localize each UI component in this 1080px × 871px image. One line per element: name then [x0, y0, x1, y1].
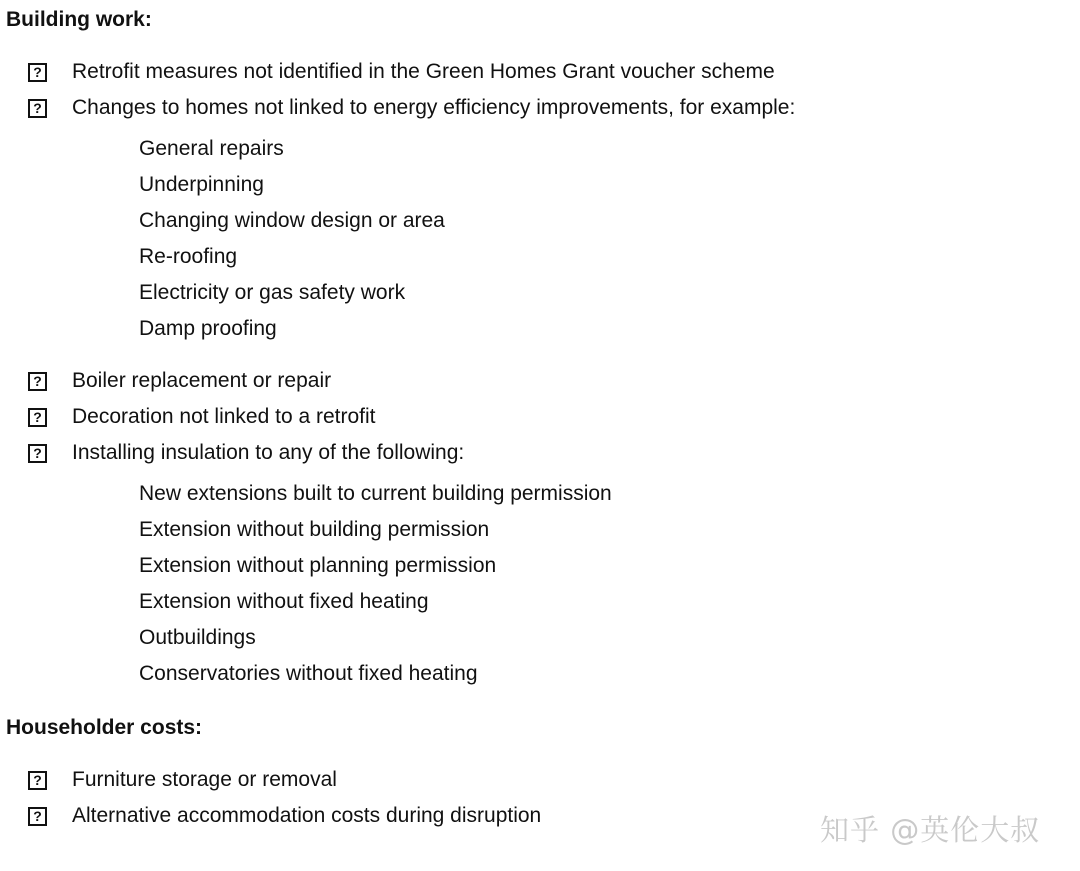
list-item-text: Installing insulation to any of the following:	[72, 441, 465, 464]
list-item	[28, 803, 541, 829]
sub-list-item: Conservatories without fixed heating	[139, 662, 478, 685]
list-item-text: Retrofit measures not identified in the Green Homes Grant voucher scheme	[72, 60, 775, 83]
sub-list-item: Extension without fixed heating	[139, 590, 429, 613]
insulation-examples-list	[139, 476, 612, 692]
householder-costs-heading: Householder costs:	[6, 716, 203, 739]
list-item-text: Alternative accommodation costs during disruption	[72, 804, 542, 827]
sub-list-item: Damp proofing	[139, 317, 277, 340]
question-box-icon: ?	[28, 807, 47, 826]
list-item-text: Decoration not linked to a retrofit	[72, 405, 376, 428]
sub-list-item: Electricity or gas safety work	[139, 281, 406, 304]
question-box-icon: ?	[28, 63, 47, 82]
list-item-text: Boiler replacement or repair	[72, 369, 332, 392]
sub-list-item: Changing window design or area	[139, 209, 445, 232]
changes-examples-list	[139, 131, 445, 347]
list-item	[28, 368, 331, 394]
list-item-text: Changes to homes not linked to energy efficiency improvements, for example:	[72, 96, 796, 119]
question-box-icon: ?	[28, 444, 47, 463]
sub-list-item: Extension without planning permission	[139, 554, 497, 577]
list-item	[28, 767, 337, 793]
list-item-text: Furniture storage or removal	[72, 768, 337, 791]
list-item	[28, 95, 795, 121]
list-item	[28, 404, 376, 430]
list-item	[28, 59, 775, 85]
sub-list-item: Re-roofing	[139, 245, 238, 268]
watermark: 知乎 @英伦大叔	[820, 813, 1041, 847]
question-box-icon: ?	[28, 372, 47, 391]
sub-list-item: New extensions built to current building permission	[139, 482, 612, 505]
question-box-icon: ?	[28, 99, 47, 118]
sub-list-item: Underpinning	[139, 173, 264, 196]
building-work-heading: Building work:	[6, 8, 152, 31]
sub-list-item: Extension without building permission	[139, 518, 490, 541]
question-box-icon: ?	[28, 771, 47, 790]
sub-list-item: General repairs	[139, 137, 284, 160]
question-box-icon: ?	[28, 408, 47, 427]
list-item	[28, 440, 464, 466]
sub-list-item: Outbuildings	[139, 626, 256, 649]
